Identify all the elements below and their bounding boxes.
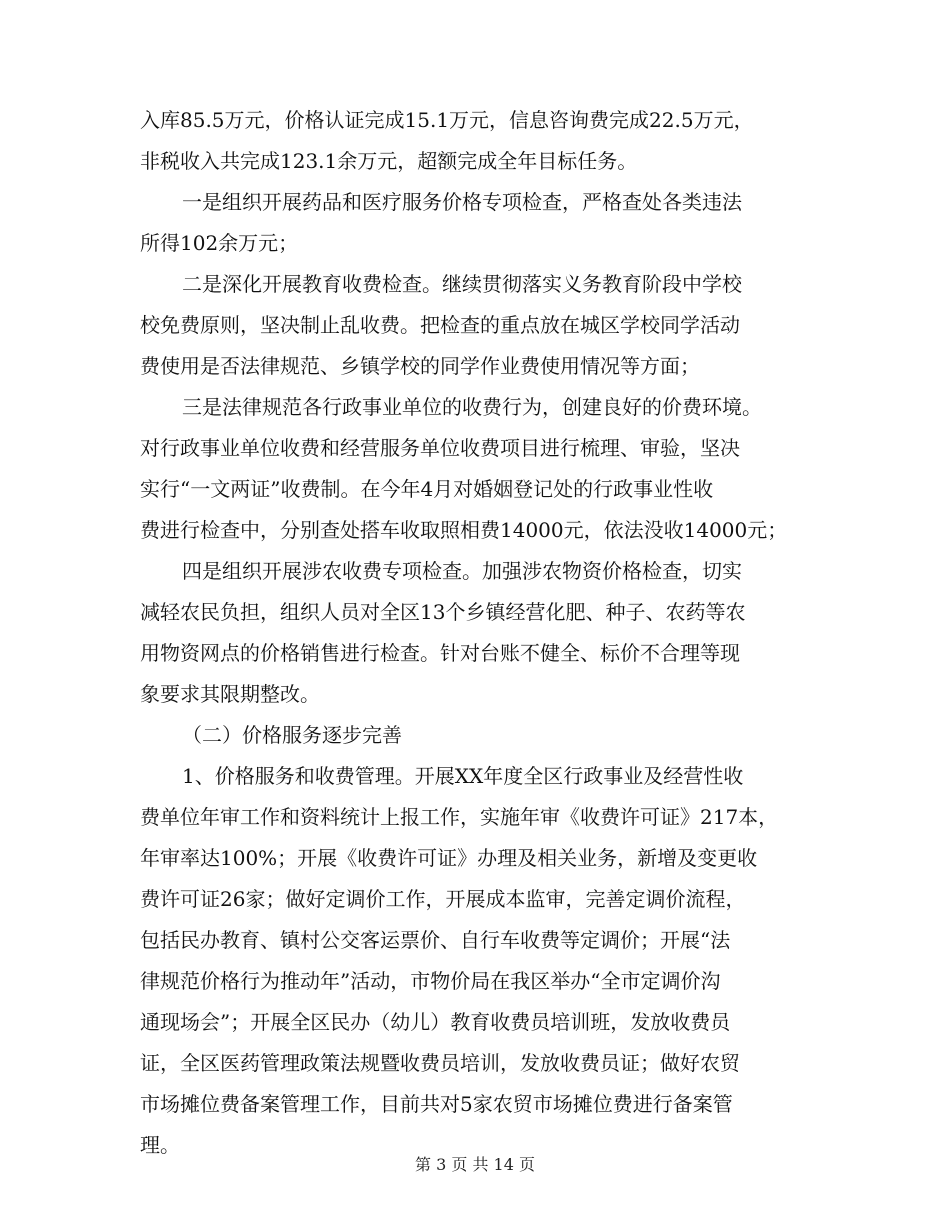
paragraph-line: 四是组织开展涉农收费专项检查。加强涉农物资价格检查，切实 (182, 559, 742, 583)
paragraph-line: 非税收入共完成123.1余万元，超额完成全年目标任务。 (140, 149, 638, 173)
paragraph-line: 费许可证26家；做好定调价工作，开展成本监审，完善定调价流程， (140, 887, 746, 911)
paragraph-line: 减轻农民负担，组织人员对全区13个乡镇经营化肥、种子、农药等农 (140, 600, 746, 624)
paragraph-line: 市场摊位费备案管理工作，目前共对5家农贸市场摊位费进行备案管 (140, 1092, 733, 1116)
paragraph-line: 象要求其限期整改。 (140, 682, 320, 706)
paragraph-line: 二是深化开展教育收费检查。继续贯彻落实义务教育阶段中学校 (182, 272, 742, 296)
paragraph-line: 入库85.5万元，价格认证完成15.1万元，信息咨询费完成22.5万元， (140, 108, 754, 132)
paragraph-line: 校免费原则，坚决制止乱收费。把检查的重点放在城区学校同学活动 (140, 313, 740, 337)
paragraph-line: 通现场会”；开展全区民办（幼儿）教育收费员培训班，发放收费员 (140, 1010, 731, 1034)
paragraph-line: 1、价格服务和收费管理。开展XX年度全区行政事业及经营性收 (182, 764, 744, 788)
paragraph-line: 实行“一文两证”收费制。在今年4月对婚姻登记处的行政事业性收 (140, 477, 714, 501)
paragraph-line: 律规范价格行为推动年”活动，市物价局在我区举办“全市定调价沟 (140, 969, 721, 993)
paragraph-line: 费使用是否法律规范、乡镇学校的同学作业费使用情况等方面； (140, 354, 700, 378)
paragraph-line: 用物资网点的价格销售进行检查。针对台账不健全、标价不合理等现 (140, 641, 740, 665)
paragraph-line: 费进行检查中，分别查处搭车收取照相费14000元，依法没收14000元； (140, 518, 788, 542)
section-heading: （二）价格服务逐步完善 (182, 723, 402, 747)
paragraph-line: 包括民办教育、镇村公交客运票价、自行车收费等定调价；开展“法 (140, 928, 731, 952)
paragraph-line: 所得102余万元； (140, 231, 299, 255)
paragraph-line: 对行政事业单位收费和经营服务单位收费项目进行梳理、审验，坚决 (140, 436, 740, 460)
paragraph-line: 费单位年审工作和资料统计上报工作，实施年审《收费许可证》217本， (140, 805, 779, 829)
paragraph-line: 年审率达100%；开展《收费许可证》办理及相关业务，新增及变更收 (140, 846, 758, 870)
page-number-footer: 第 3 页 共 14 页 (415, 1155, 535, 1174)
paragraph-line: 理。 (140, 1133, 180, 1157)
paragraph-line: 三是法律规范各行政事业单位的收费行为，创建良好的价费环境。 (182, 395, 762, 419)
paragraph-line: 证，全区医药管理政策法规暨收费员培训，发放收费员证；做好农贸 (140, 1051, 740, 1075)
paragraph-line: 一是组织开展药品和医疗服务价格专项检查，严格查处各类违法 (182, 190, 742, 214)
